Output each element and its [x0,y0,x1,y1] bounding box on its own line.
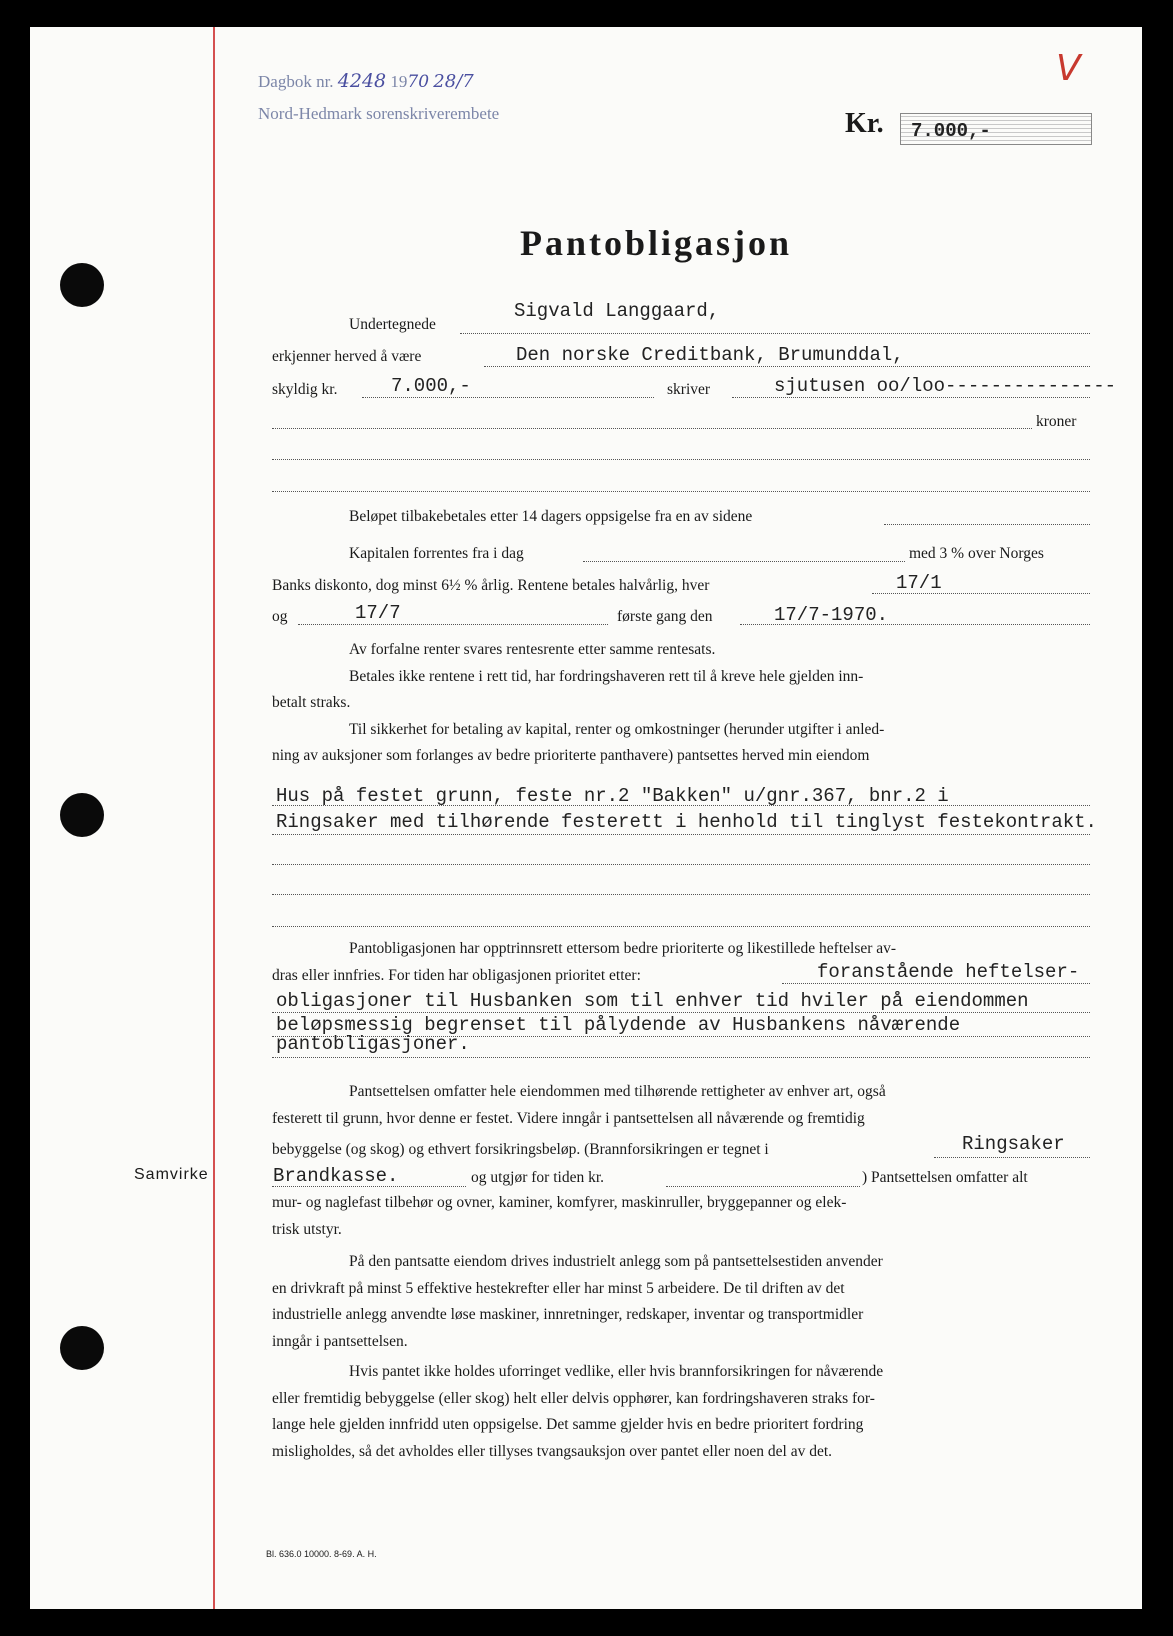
erkjenner-label: erkjenner herved å være [272,348,422,365]
industry-line-1: På den pantsatte eiendom drives industrielt anlegg som på pantsettelsestiden anvender [349,1253,883,1270]
insurer-value: Ringsaker [962,1133,1065,1155]
priority-typed-3: pantobligasjoner. [276,1033,470,1055]
maintenance-line-3: lange hele gjelden innfridd uten oppsigelse. Det samme gjelder hvis en bedre prioritert fordring [272,1416,864,1433]
dagbok-stamp [258,70,474,92]
priority-line-1: Pantobligasjonen har opptrinnsrett ettersom bedre prioriterte og likestillede heftelser av- [349,940,897,957]
coverage-line-5: mur- og naglefast tilbehør og ovner, kaminer, komfyrer, maskinruller, bryggepanner og elek- [272,1194,847,1211]
property-line-1: Hus på festet grunn, feste nr.2 "Bakken" u/gnr.367, bnr.2 i [276,785,949,807]
interest-date-1: 17/1 [896,572,942,594]
terms-line-4b-dots [740,624,1090,625]
terms-line-2a: Kapitalen forrentes fra i dag [349,545,524,562]
priority-line-2-value: foranstående heftelser- [817,961,1080,983]
terms-line-6: Betales ikke rentene i rett tid, har fordringshaveren rett til å kreve hele gjelden inn- [349,667,864,685]
interest-date-2: 17/7 [355,602,401,624]
industry-line-4: inngår i pantsettelsen. [272,1332,408,1350]
margin-line [213,27,215,1609]
skriver-line [732,397,1090,398]
first-date: 17/7-1970. [774,604,889,626]
terms-paragraph [272,637,1090,770]
undertegnede-line [460,333,1090,334]
coverage-dots-2 [272,1186,466,1187]
coverage-line-4b: ) Pantsettelsen omfatter alt [862,1169,1028,1186]
erkjenner-value: Den norske Creditbank, Brumunddal, [516,344,904,366]
undertegnede-label: Undertegnede [349,316,436,333]
punch-hole-bottom [60,1326,104,1370]
date-note: 28/7 [433,71,474,92]
terms-line-1-dots [884,524,1090,525]
coverage-line-3: bebyggelse (og skog) og ethvert forsikringsbeløp. (Brannforsikringen er tegnet i [272,1141,769,1158]
skyldig-value: 7.000,- [391,375,471,397]
coverage-line-2: festerett til grunn, hvor denne er festet. Videre inngår i pantsettelsen all nåværende og fremtidig [272,1109,865,1127]
priority-dots-2 [272,1012,1090,1013]
maintenance-paragraph [272,1359,1090,1465]
coverage-line-4a: og utgjør for tiden kr. [471,1169,605,1186]
priority-dots-4 [272,1057,1090,1058]
terms-line-5: Av forfalne renter svares rentesrente etter samme rentesats. [349,641,716,658]
industry-line-2: en drivkraft på minst 5 effektive hestekrefter eller har minst 5 arbeidere. De til driften av det [272,1279,845,1297]
terms-line-2-dots [583,561,905,562]
skyldig-line [362,397,654,398]
terms-line-3-dots [872,593,1090,594]
property-dots-1 [272,805,1090,806]
terms-line-1: Beløpet tilbakebetales etter 14 dagers oppsigelse fra en av sidene [349,508,753,525]
property-dots-2 [272,834,1090,835]
check-mark: V [1056,48,1081,89]
coverage-paragraph [272,1079,1090,1132]
punch-hole-middle [60,793,104,837]
priority-typed-2: beløpsmessig begrenset til pålydende av Husbankens nåværende [276,1014,961,1036]
form-footer: Bl. 636.0 10000. 8-69. A. H. [266,1549,377,1559]
terms-line-4-label: første gang den [617,608,713,625]
document-title: Pantobligasjon [520,223,793,263]
industry-paragraph [272,1249,1090,1355]
dagbok-label: Dagbok nr. [258,72,334,91]
side-note: Samvirke [134,1166,209,1183]
maintenance-line-4: misligholdes, så det avholdes eller tillyses tvangsauksjon over pantet eller noen del av det. [272,1442,833,1460]
punch-hole-top [60,263,104,307]
property-line-2: Ringsaker med tilhørende festerett i henhold til tinglyst festekontrakt. [276,811,1097,833]
priority-line-2: dras eller innfries. For tiden har obligasjonen prioritet etter: [272,967,641,984]
property-dots-3 [272,864,1090,865]
terms-line-2b: med 3 % over Norges [909,545,1044,562]
undertegnede-value: Sigvald Langgaard, [514,300,720,322]
kr-label: Kr. [845,108,884,139]
coverage-dots-1 [934,1157,1090,1158]
priority-dots-1 [782,983,1090,984]
kroner-label: kroner [1036,413,1077,430]
coverage-dots-3 [666,1186,860,1187]
blank-line-1 [272,459,1090,460]
skriver-value: sjutusen oo/loo--------------- [774,375,1117,397]
maintenance-line-2: eller fremtidig bebyggelse (eller skog) helt eller delvis opphører, kan fordringshaveren straks for- [272,1389,875,1407]
terms-line-4a-dots [298,624,608,625]
coverage-line-1: Pantsettelsen omfatter hele eiendommen med tilhørende rettigheter av enhver art, også [349,1083,886,1100]
property-dots-5 [272,926,1090,927]
terms-line-8: Til sikkerhet for betaling av kapital, renter og omkostninger (herunder utgifter i anled- [349,720,885,738]
terms-line-4-og: og [272,608,288,625]
erkjenner-line [484,366,1090,367]
kr-amount: 7.000,- [911,120,991,142]
dagbok-number: 4248 [337,70,387,92]
coverage-paragraph-2 [272,1190,1090,1243]
priority-typed-1: obligasjoner til Husbanken som til enhver tid hviler på eiendommen [276,990,1029,1012]
office-stamp: Nord-Hedmark sorenskriverembete [258,104,500,123]
blank-line-2 [272,491,1090,492]
terms-line-7: betalt straks. [272,694,351,711]
terms-line-3: Banks diskonto, dog minst 6½ % årlig. Rentene betales halvårlig, hver [272,577,710,594]
terms-line-9: ning av auksjoner som forlanges av bedre prioriterte panthavere) pantsettes herved min eiendom [272,747,870,764]
kroner-line [272,428,1032,429]
industry-line-3: industrielle anlegg anvendte løse maskiner, innretninger, redskaper, inventar og transportmidler [272,1306,864,1323]
maintenance-line-1: Hvis pantet ikke holdes uforringet vedlike, eller hvis brannforsikringen for nåværende [349,1363,884,1380]
skriver-label: skriver [667,381,711,398]
property-dots-4 [272,894,1090,895]
year-suffix: 70 [407,72,430,92]
coverage-line-6: trisk utstyr. [272,1220,342,1238]
insurer-value-2: Brandkasse. [273,1165,399,1187]
kr-amount-box [900,113,1092,145]
skyldig-label: skyldig kr. [272,381,338,398]
year-prefix: 19 [390,72,408,91]
